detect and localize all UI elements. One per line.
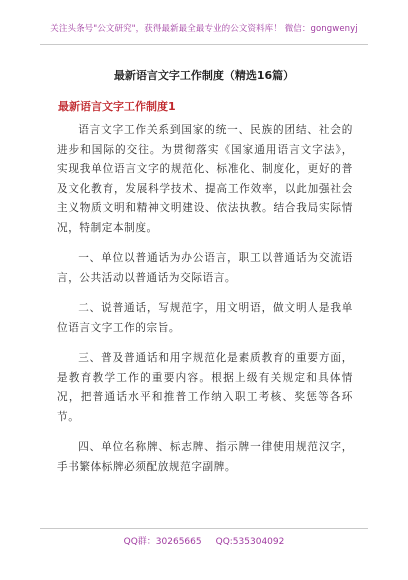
footer-divider [40, 528, 368, 529]
paragraph: 二、说普通话，写规范字，用文明语，做文明人是我单位语言文字工作的宗旨。 [57, 302, 353, 334]
footer-qq: QQ:535304092 [215, 537, 285, 547]
paragraph: 一、单位以普通话为办公语言，职工以普通话为交流语言，公共活动以普通话为交际语言。 [57, 252, 353, 284]
paragraph: 三、普及普通话和用字规范化是素质教育的重要方面，是教育教学工作的重要内容。根据上级有关规定和具体情况，把普通话水平和推普工作纳入职工考核、奖惩等各环节。 [57, 352, 353, 423]
document-title: 最新语言文字工作制度（精选16篇） [113, 69, 295, 82]
paragraph: 语言文字工作关系到国家的统一、民族的团结、社会的进步和国际的交往。为贯彻落实《国家通用语言文字法》，实现我单位语言文字的规范化、标准化、制度化，更好的普及文化教育，发展科学技术、提高工作效率，以此加强社会主义物质文明和精神文明建设、依法执教。结合我局实际情况，特制定本制度。 [57, 124, 353, 234]
section-title: 最新语言文字工作制度1 [58, 100, 176, 113]
paragraph: 四、单位名称牌、标志牌、指示牌一律使用规范汉字，手书繁体标牌必须配放规范字副牌。 [57, 441, 353, 473]
footer [0, 534, 408, 547]
body-text [57, 121, 353, 488]
footer-qq-group: QQ群：30265665 [123, 537, 202, 547]
header-banner: 关注头条号"公文研究"，获得最新最全最专业的公文资料库！ 微信：gongwenyj [50, 24, 358, 34]
header-divider [40, 44, 368, 45]
